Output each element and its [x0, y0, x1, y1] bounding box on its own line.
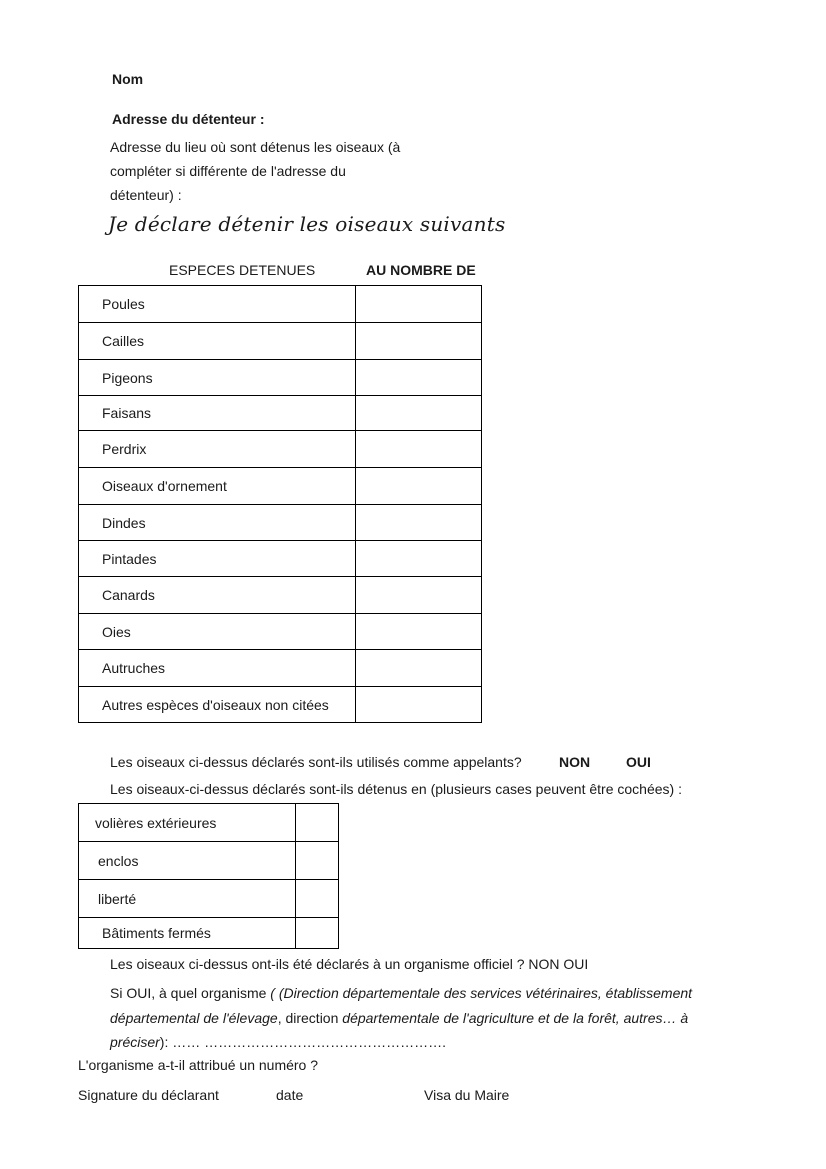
species-count-cell[interactable]: [356, 577, 482, 614]
visa-label: Visa du Maire: [424, 1087, 510, 1103]
species-count-cell[interactable]: [356, 687, 482, 723]
date-label: date: [276, 1087, 304, 1103]
species-name-cell: Autres espèces d'oiseaux non citées: [79, 687, 356, 723]
si-oui-italic-1: ( (Direction départementale des services vétérinaires, établissement: [270, 985, 693, 1001]
detention-checkbox-cell[interactable]: [296, 918, 339, 949]
detention-table: [78, 803, 339, 949]
appelants-oui[interactable]: OUI: [626, 754, 651, 770]
species-count-cell[interactable]: [356, 650, 482, 687]
organisme-si-oui-line-3: [110, 1034, 446, 1050]
declaration-heading: Je déclare détenir les oiseaux suivants: [108, 212, 506, 236]
species-row: [79, 650, 482, 687]
organisme-question: Les oiseaux ci-dessus ont-ils été déclarés à un organisme officiel ? NON OUI: [110, 956, 589, 972]
species-row: [79, 360, 482, 396]
species-row: [79, 431, 482, 468]
species-name-cell: Oies: [79, 614, 356, 650]
signature-label: Signature du déclarant: [78, 1087, 219, 1103]
adresse-lieu-line-3: détenteur) :: [110, 187, 182, 203]
species-table: [78, 285, 482, 723]
adresse-lieu-line-1: Adresse du lieu où sont détenus les oiseaux (à: [110, 139, 401, 155]
species-name-cell: Pintades: [79, 541, 356, 577]
appelants-non[interactable]: NON: [559, 754, 591, 770]
species-count-cell[interactable]: [356, 396, 482, 431]
species-name-cell: Poules: [79, 286, 356, 323]
species-count-cell[interactable]: [356, 431, 482, 468]
species-count-cell[interactable]: [356, 360, 482, 396]
detention-row: [79, 804, 339, 842]
species-row: [79, 396, 482, 431]
adresse-lieu-line-2: compléter si différente de l'adresse du: [110, 163, 346, 179]
organisme-si-oui-line-1: [110, 985, 692, 1001]
detention-row: [79, 918, 339, 949]
species-row: [79, 323, 482, 360]
species-row: [79, 541, 482, 577]
species-name-cell: Canards: [79, 577, 356, 614]
detention-label-cell: Bâtiments fermés: [79, 918, 296, 949]
species-name-cell: Faisans: [79, 396, 356, 431]
line2-plain: , direction: [277, 1010, 343, 1026]
detention-checkbox-cell[interactable]: [296, 842, 339, 880]
species-row: [79, 687, 482, 723]
nom-label: Nom: [112, 71, 144, 87]
species-name-cell: Perdrix: [79, 431, 356, 468]
detention-row: [79, 842, 339, 880]
species-count-cell[interactable]: [356, 505, 482, 541]
count-column-header: AU NOMBRE DE: [366, 262, 476, 278]
species-name-cell: Oiseaux d'ornement: [79, 468, 356, 505]
appelants-question: Les oiseaux ci-dessus déclarés sont-ils utilisés comme appelants?: [110, 754, 522, 770]
detention-row: [79, 880, 339, 918]
organisme-numero-question: L'organisme a-t-il attribué un numéro ?: [78, 1057, 319, 1073]
line2-italic-a: départemental de l'élevage: [110, 1010, 278, 1026]
detention-checkbox-cell[interactable]: [296, 880, 339, 918]
detention-label-cell: enclos: [79, 842, 296, 880]
detention-question: Les oiseaux-ci-dessus déclarés sont-ils détenus en (plusieurs cases peuvent être cochées) :: [110, 781, 682, 797]
line2-italic-b: départementale de l'agriculture et de la forêt, autres… à: [342, 1010, 689, 1026]
si-oui-prefix: Si OUI, à quel organisme: [110, 985, 271, 1001]
adresse-detenteur-label: Adresse du détenteur :: [112, 111, 265, 127]
species-row: [79, 468, 482, 505]
species-name-cell: Cailles: [79, 323, 356, 360]
line3-italic: préciser: [110, 1034, 160, 1050]
species-row: [79, 505, 482, 541]
species-count-cell[interactable]: [356, 614, 482, 650]
detention-checkbox-cell[interactable]: [296, 804, 339, 842]
species-count-cell[interactable]: [356, 286, 482, 323]
detention-label-cell: volières extérieures: [79, 804, 296, 842]
line3-plain: ): …… …………………………………………….: [159, 1034, 447, 1050]
species-row: [79, 577, 482, 614]
species-row: [79, 614, 482, 650]
species-name-cell: Autruches: [79, 650, 356, 687]
species-count-cell[interactable]: [356, 541, 482, 577]
detention-label-cell: liberté: [79, 880, 296, 918]
species-column-header: ESPECES DETENUES: [169, 262, 316, 278]
species-name-cell: Dindes: [79, 505, 356, 541]
species-name-cell: Pigeons: [79, 360, 356, 396]
species-row: [79, 286, 482, 323]
organisme-si-oui-line-2: [110, 1010, 688, 1026]
species-count-cell[interactable]: [356, 323, 482, 360]
species-count-cell[interactable]: [356, 468, 482, 505]
